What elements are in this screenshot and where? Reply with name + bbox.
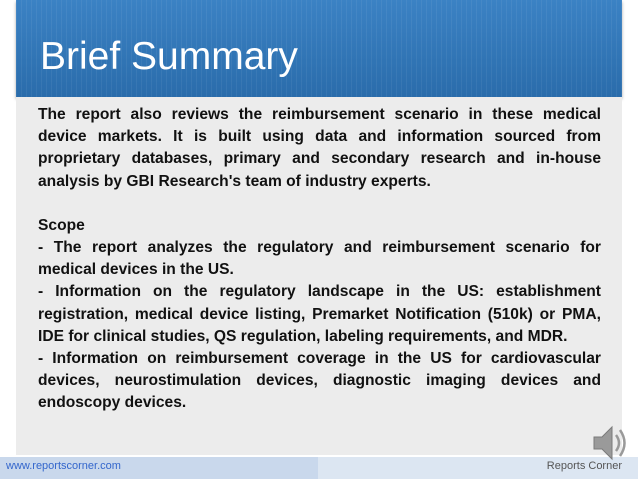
footer-url-link[interactable]: www.reportscorner.com bbox=[6, 460, 121, 472]
footer-brand: Reports Corner bbox=[546, 460, 622, 472]
scope-bullet: - The report analyzes the regulatory and reimbursement scenario for medical devices in the US. bbox=[38, 239, 601, 279]
slide-title: Brief Summary bbox=[40, 35, 298, 78]
speaker-icon[interactable] bbox=[592, 420, 630, 466]
scope-bullet: - Information on the regulatory landscape in the US: establishment registration, medical device listing, Premarket Notification (510k) or PMA, IDE for clinical studies, QS regulation, labeling requirements, and MDR. bbox=[38, 283, 601, 345]
slide-content bbox=[38, 104, 601, 415]
scope-heading: Scope bbox=[38, 216, 85, 234]
intro-paragraph: The report also reviews the reimbursement scenario in these medical device markets. It is built using data and information sourced from proprietary databases, primary and secondary research and in-house analysis by GBI Research's team of industry experts. bbox=[38, 106, 601, 190]
scope-bullet: - Information on reimbursement coverage in the US for cardiovascular devices, neurostimulation devices, diagnostic imaging devices and endoscopy devices. bbox=[38, 350, 601, 412]
